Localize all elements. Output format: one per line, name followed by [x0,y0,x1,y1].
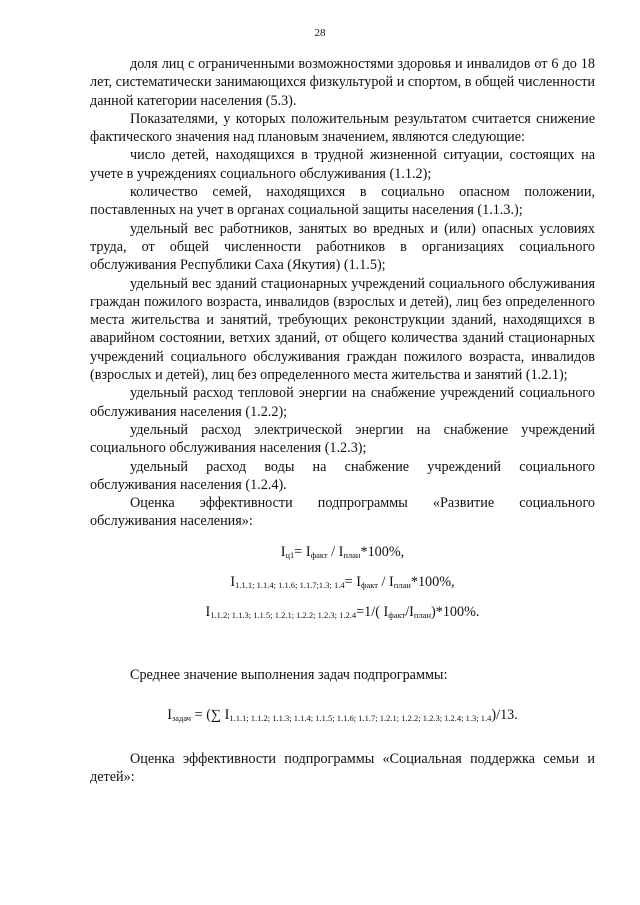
page-number: 28 [314,27,326,39]
paragraph-disabled-sports-share: доля лиц с ограниченными возможностями здоровья и инвалидов от 6 до 18 лет, систематически занимающихся физкультурой и спортом, в общей численности данной категории населения (5.3). [90,56,595,109]
paragraph-buildings-share: удельный вес зданий стационарных учреждений социального обслуживания граждан пожилого возраста, инвалидов (взрослых и детей), лиц без определенного места жительства и занятий, требующих реконструкции зданий, находящихся в аварийном состоянии, ветхих зданий, от общего количества зданий стационарных учреждений социального обслуживания граждан пожилого возраста, инвалидов (взрослых и детей), лиц без определенного места жительства и занятий (1.2.1); [90,275,595,384]
paragraph-families-dangerous-situation: количество семей, находящихся в социально опасном положении, поставленных на учет в органах социальной защиты населения (1.1.3.); [90,184,595,219]
paragraph-evaluation-social-service: Оценка эффективности подпрограммы «Развитие социального обслуживания населения»: [90,495,595,530]
paragraph-evaluation-family-support: Оценка эффективности подпрограммы «Социальная поддержка семьи и детей»: [90,751,595,786]
page-body [90,55,595,787]
paragraph-heat-consumption: удельный расход тепловой энергии на снабжение учреждений социального обслуживания населения (1.2.2); [90,385,595,420]
paragraph-tasks-average: Среднее значение выполнения задач подпрограммы: [130,666,448,683]
formula-negative-indicators: $I_{1.1.2; 1.1.3; 1.1.5; 1.2.1; 1.2.2; 1.2.3; 1.2.4}=1/$( $I_{факт}/I_{план})*100\%$. [205,603,480,620]
paragraph-children-difficult-situation: число детей, находящихся в трудной жизненной ситуации, состоящих на учете в учреждениях социального обслуживания (1.1.2); [90,147,595,182]
paragraph-water-consumption: удельный расход воды на снабжение учреждений социального обслуживания населения (1.2.4). [90,458,595,493]
formula-tasks-average: $I_{задач}$ = (∑ $I_{1.1.1; 1.1.2; 1.1.3; 1.1.4; 1.1.5; 1.1.6; 1.1.7; 1.2.1; 1.2.2; 1.2.3; 1.2.4; 1.3; 1.4})/13$. [167,707,518,724]
formula-ic1: $I_{ц1}= I_{факт} / I_{план}*100\%$, [280,543,405,560]
formula-positive-indicators: $I_{1.1.1; 1.1.4; 1.1.6; 1.1.7;1.3; 1.4}= I_{факт} / I_{план}*100\%$, [230,573,455,590]
paragraph-electricity-consumption: удельный расход электрической энергии на снабжение учреждений социального обслуживания населения (1.2.3); [90,421,595,457]
paragraph-indicators-intro: Показателями, у которых положительным результатом считается снижение фактического значения над плановым значением, являются следующие: [90,110,595,146]
paragraph-hazardous-work-share: удельный вес работников, занятых во вредных и (или) опасных условиях труда, от общей численности работников в организациях социального обслуживания Республики Саха (Якутия) (1.1.5); [90,220,595,274]
